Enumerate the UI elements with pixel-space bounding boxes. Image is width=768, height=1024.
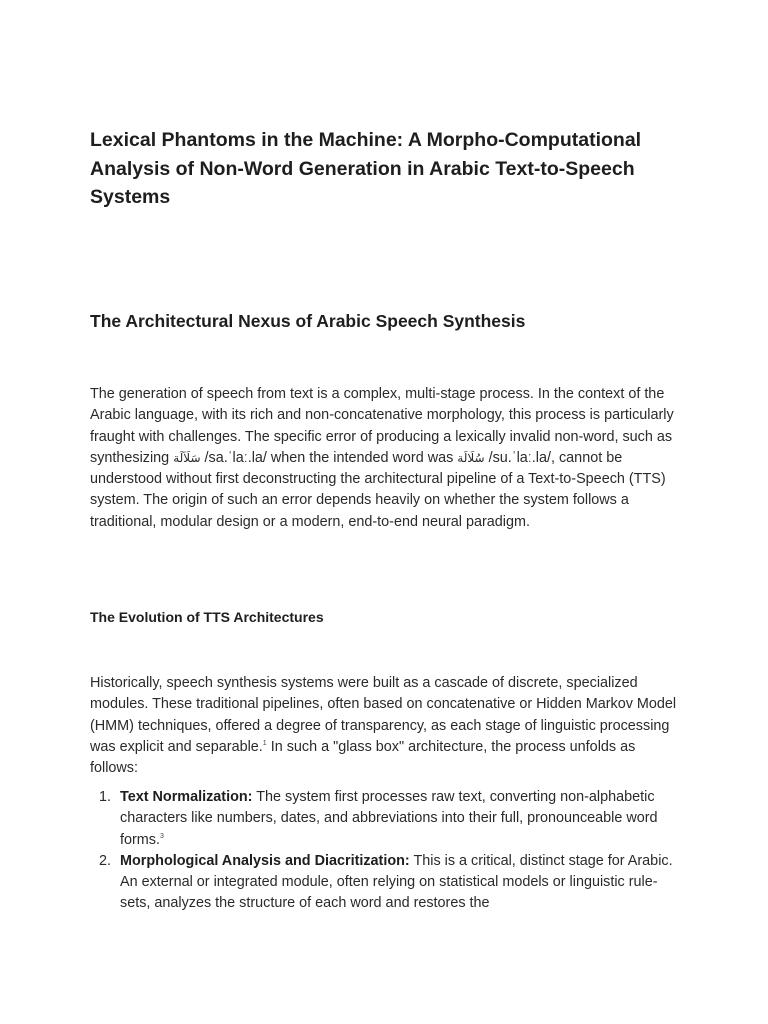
document-title: Lexical Phantoms in the Machine: A Morpho-Computational Analysis of Non-Word Generation in Arabic Text-to-Speech Systems [90, 129, 642, 208]
footnote-ref[interactable]: 3 [159, 832, 164, 840]
intro-paragraph [90, 384, 680, 533]
subsection-heading: The Evolution of TTS Architectures [90, 609, 324, 625]
history-text-2: In such a "glass box" architecture, the process unfolds as follows: [90, 738, 636, 777]
intro-text-1: The generation of speech from text is a complex, multi-stage process. In the context of the Arabic language, with its rich and non-concatenative morphology, this process is particularly fraught with challenges. The specific error of producing a lexically invalid non-word, such as synthesizing [90, 386, 674, 466]
footnote-ref[interactable]: 1 [262, 740, 267, 748]
intro-text-3: /su.ˈlaː.la/, cannot be understood without first deconstructing the architectural pipeline of a Text-to-Speech (TTS) system. The origin of such an error depends heavily on whether the system follows a traditional, modular design or a modern, end-to-end neural paradigm. [90, 449, 666, 530]
intro-text-2: /sa.ˈlaː.la/ when the intended word was [200, 449, 458, 466]
list-number: 2. [99, 852, 112, 869]
pipeline-steps-list [90, 787, 680, 915]
arabic-word-incorrect: سَلَاَلَة [173, 450, 201, 465]
step-text: The system first processes raw text, converting non-alphabetic characters like numbers, dates, and abbreviations into their full, pronounceable word forms. [120, 789, 658, 848]
list-item [90, 787, 680, 851]
section-heading: The Architectural Nexus of Arabic Speech Synthesis [90, 311, 526, 331]
list-item [90, 851, 680, 915]
arabic-word-intended: سُلَالَة [457, 450, 485, 465]
list-number: 1. [99, 789, 112, 805]
history-text-1: Historically, speech synthesis systems were built as a cascade of discrete, specialized modules. These traditional pipelines, often based on concatenative or Hidden Markov Model (HMM) techniques, offered a degree of transparency, as each stage of linguistic processing was explicit and separable. [90, 675, 677, 755]
step-text: This is a critical, distinct stage for Arabic. An external or integrated module, often relying on statistical models or linguistic rule-sets, analyzes the structure of each word and restores the [120, 852, 673, 912]
step-label: Text Normalization: [120, 789, 253, 805]
step-label: Morphological Analysis and Diacritization: [120, 852, 410, 869]
history-paragraph [90, 673, 680, 779]
